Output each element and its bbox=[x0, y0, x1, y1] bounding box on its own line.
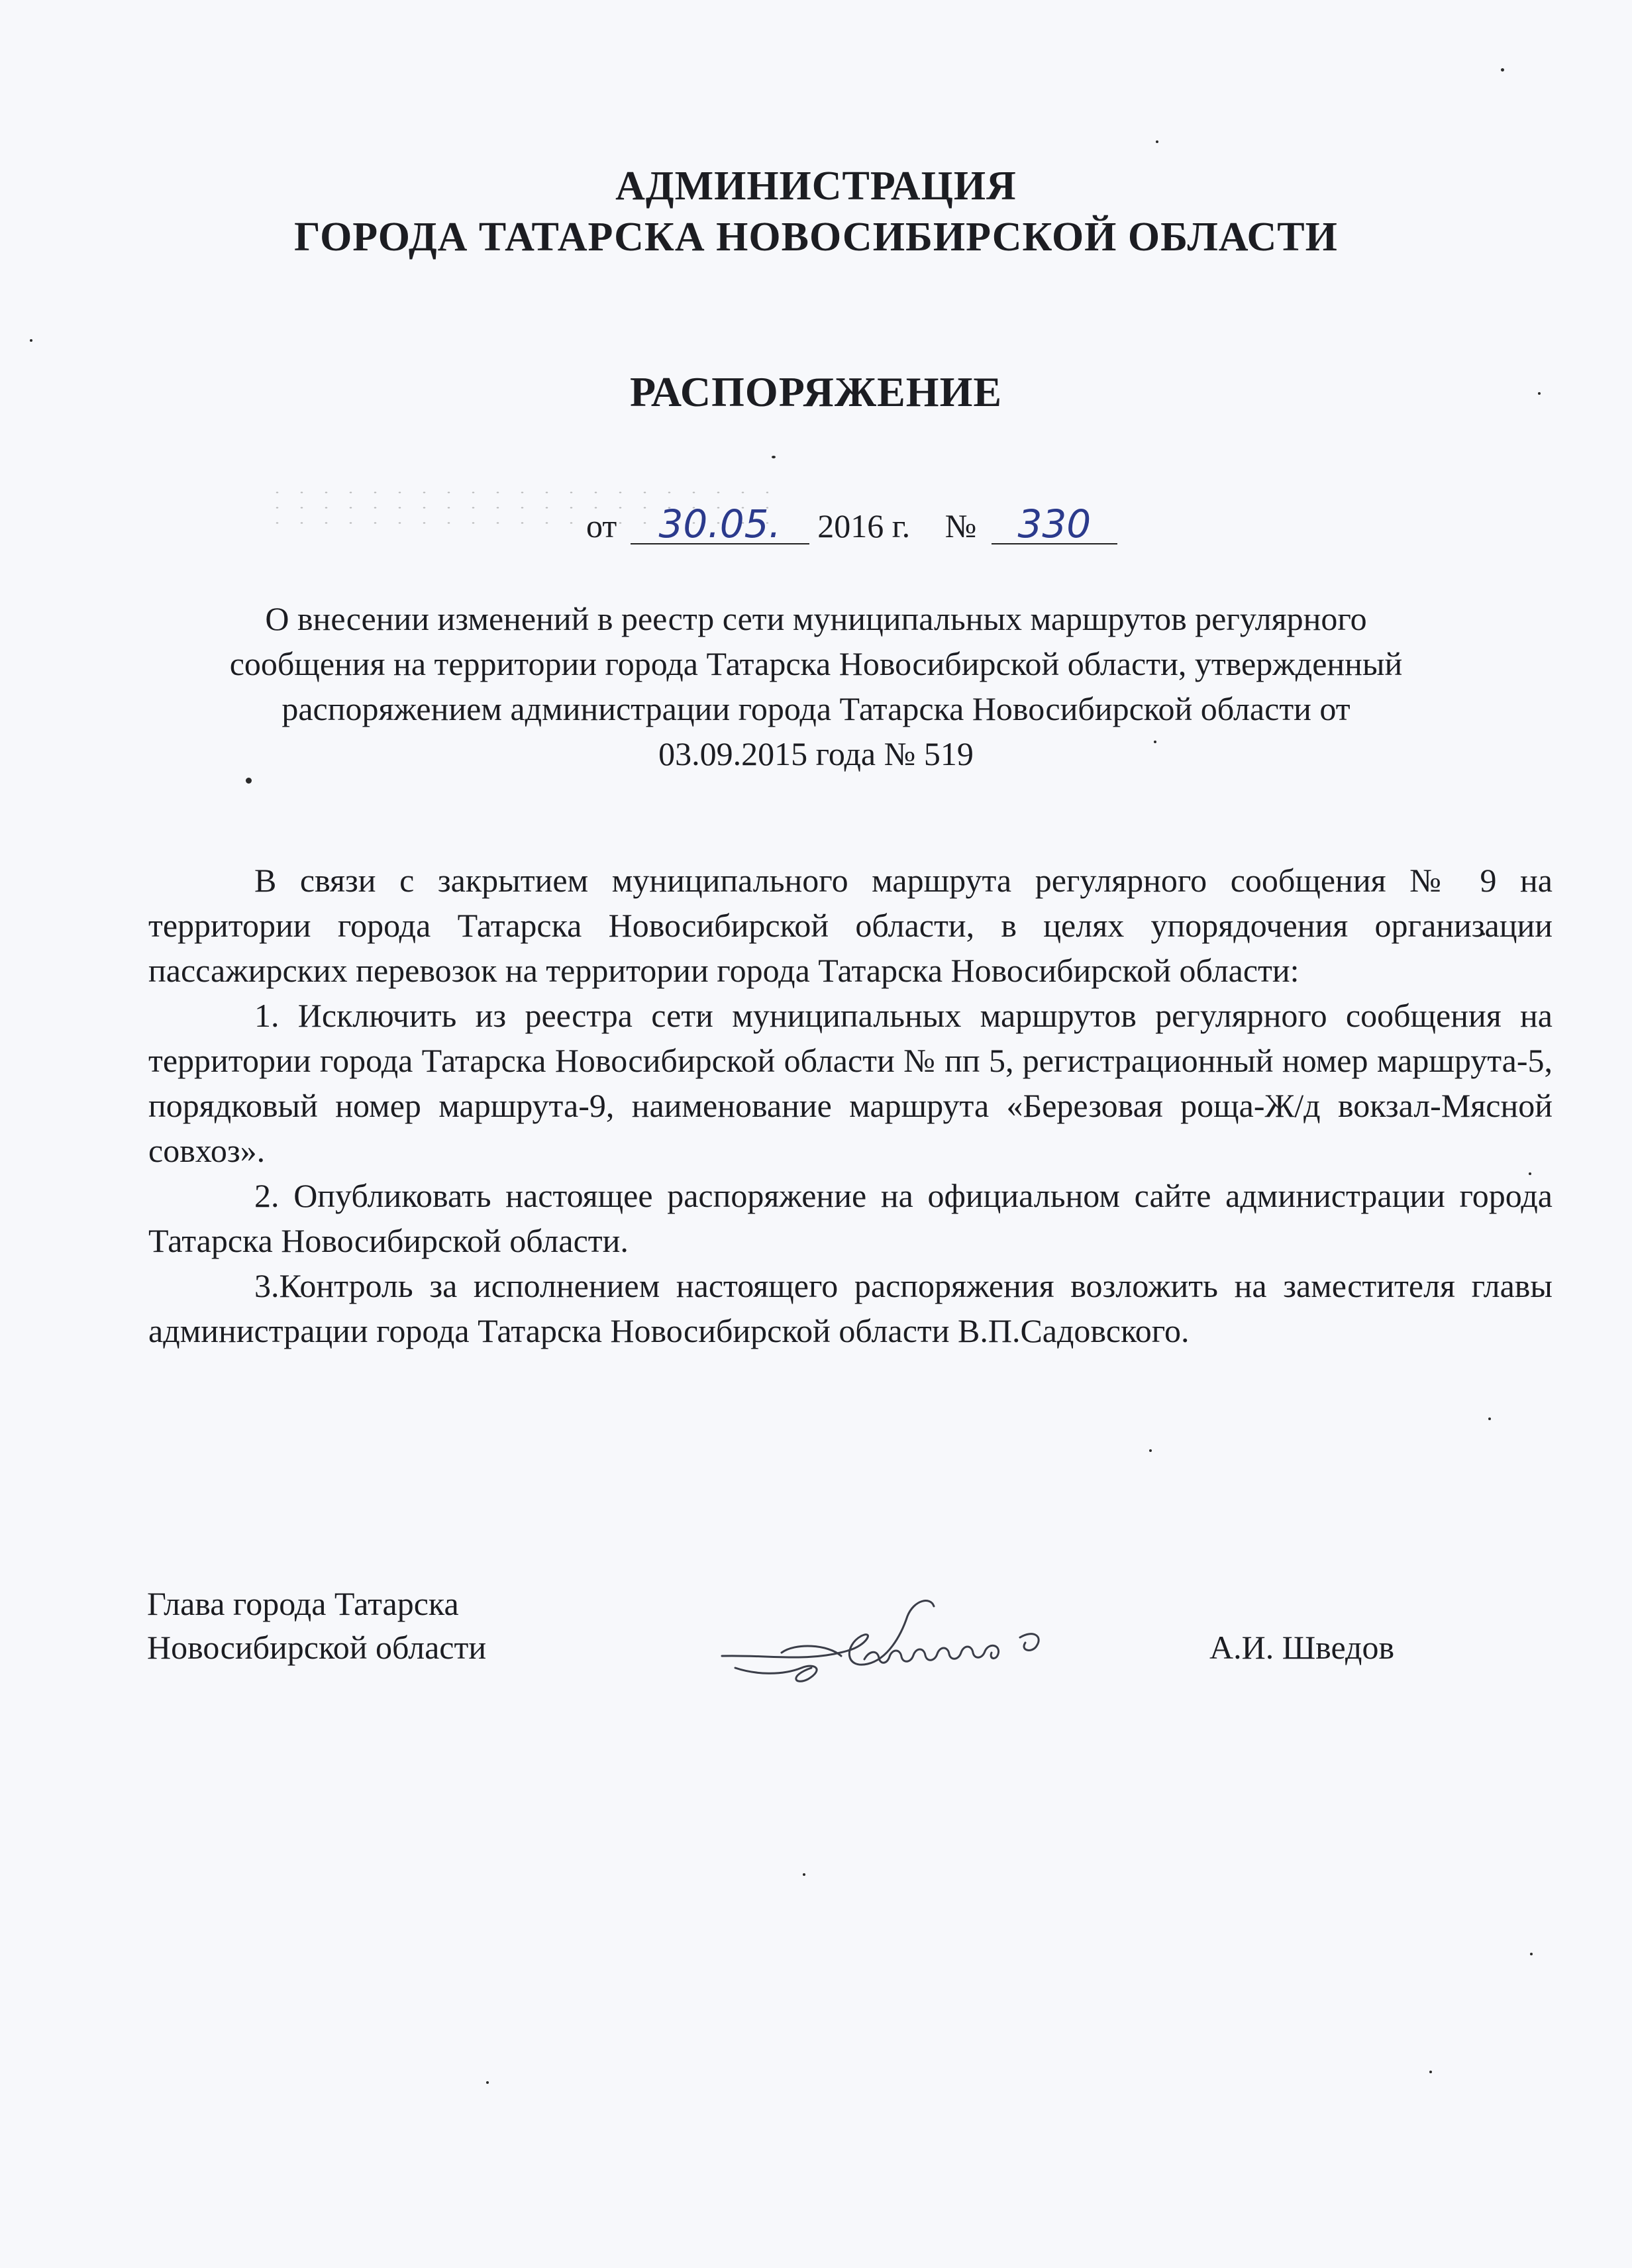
scan-speck bbox=[1530, 1953, 1533, 1955]
scan-speck bbox=[1149, 1449, 1152, 1452]
scan-speck bbox=[246, 778, 252, 784]
date-handwritten: 30.05. bbox=[631, 505, 809, 544]
signatory-title bbox=[147, 1582, 486, 1669]
scan-speck bbox=[30, 339, 32, 342]
scan-speck bbox=[803, 1873, 805, 1876]
subject-line: О внесении изменений в реестр сети муниципальных маршрутов регулярного bbox=[265, 600, 1367, 637]
scan-speck bbox=[1488, 1418, 1491, 1420]
subject-line: 03.09.2015 года № 519 bbox=[658, 735, 974, 772]
number-handwritten: 330 bbox=[992, 505, 1117, 544]
subject-line: сообщения на территории города Татарска Новосибирской области, утвержденный bbox=[229, 645, 1403, 682]
scan-speck bbox=[772, 456, 776, 458]
body-paragraph-item-3: 3.Контроль за исполнением настоящего распоряжения возложить на заместителя главы администрации города Татарска Новосибирской области В.П.Садовского. bbox=[148, 1267, 1553, 1349]
date-year: 2016 г. bbox=[817, 507, 911, 544]
scan-speck bbox=[1501, 68, 1504, 72]
number-label: № bbox=[944, 507, 977, 544]
date-number-line bbox=[586, 501, 1117, 546]
scan-speck bbox=[1156, 140, 1158, 143]
document-body bbox=[148, 858, 1553, 1353]
signatory-name: А.И. Шведов bbox=[1209, 1629, 1395, 1666]
document-subject bbox=[166, 596, 1466, 776]
scan-speck bbox=[1429, 2071, 1432, 2073]
scan-speck bbox=[486, 2081, 489, 2084]
signatory-title-line-2: Новосибирской области bbox=[147, 1629, 487, 1666]
subject-line: распоряжением администрации города Татарска Новосибирской области от bbox=[281, 690, 1351, 727]
body-paragraph-item-2: 2. Опубликовать настоящее распоряжение на официальном сайте администрации города Татарска Новосибирской области. bbox=[148, 1177, 1553, 1259]
body-paragraph-preamble: В связи с закрытием муниципального маршрута регулярного сообщения № 9 на территории города Татарска Новосибирской области, в целях упорядочения организации пассажирских перевозок на территории города Татарска Новосибирской области: bbox=[148, 862, 1553, 989]
body-paragraph-item-1: 1. Исключить из реестра сети муниципальных маршрутов регулярного сообщения на территории города Татарска Новосибирской области № пп 5, регистрационный номер маршрута-5, порядковый номер маршрута-9, наименование маршрута «Березовая роща-Ж/д вокзал-Мясной совхоз». bbox=[148, 997, 1553, 1169]
date-prefix: от bbox=[586, 507, 617, 544]
document-type-title: РАСПОРЯЖЕНИЕ bbox=[629, 368, 1003, 415]
organization-line-2: ГОРОДА ТАТАРСКА НОВОСИБИРСКОЙ ОБЛАСТИ bbox=[294, 215, 1338, 260]
organization-line-1: АДМИНИСТРАЦИЯ bbox=[615, 164, 1017, 209]
handwritten-signature bbox=[709, 1590, 1066, 1689]
signatory-title-line-1: Глава города Татарска bbox=[147, 1585, 459, 1622]
